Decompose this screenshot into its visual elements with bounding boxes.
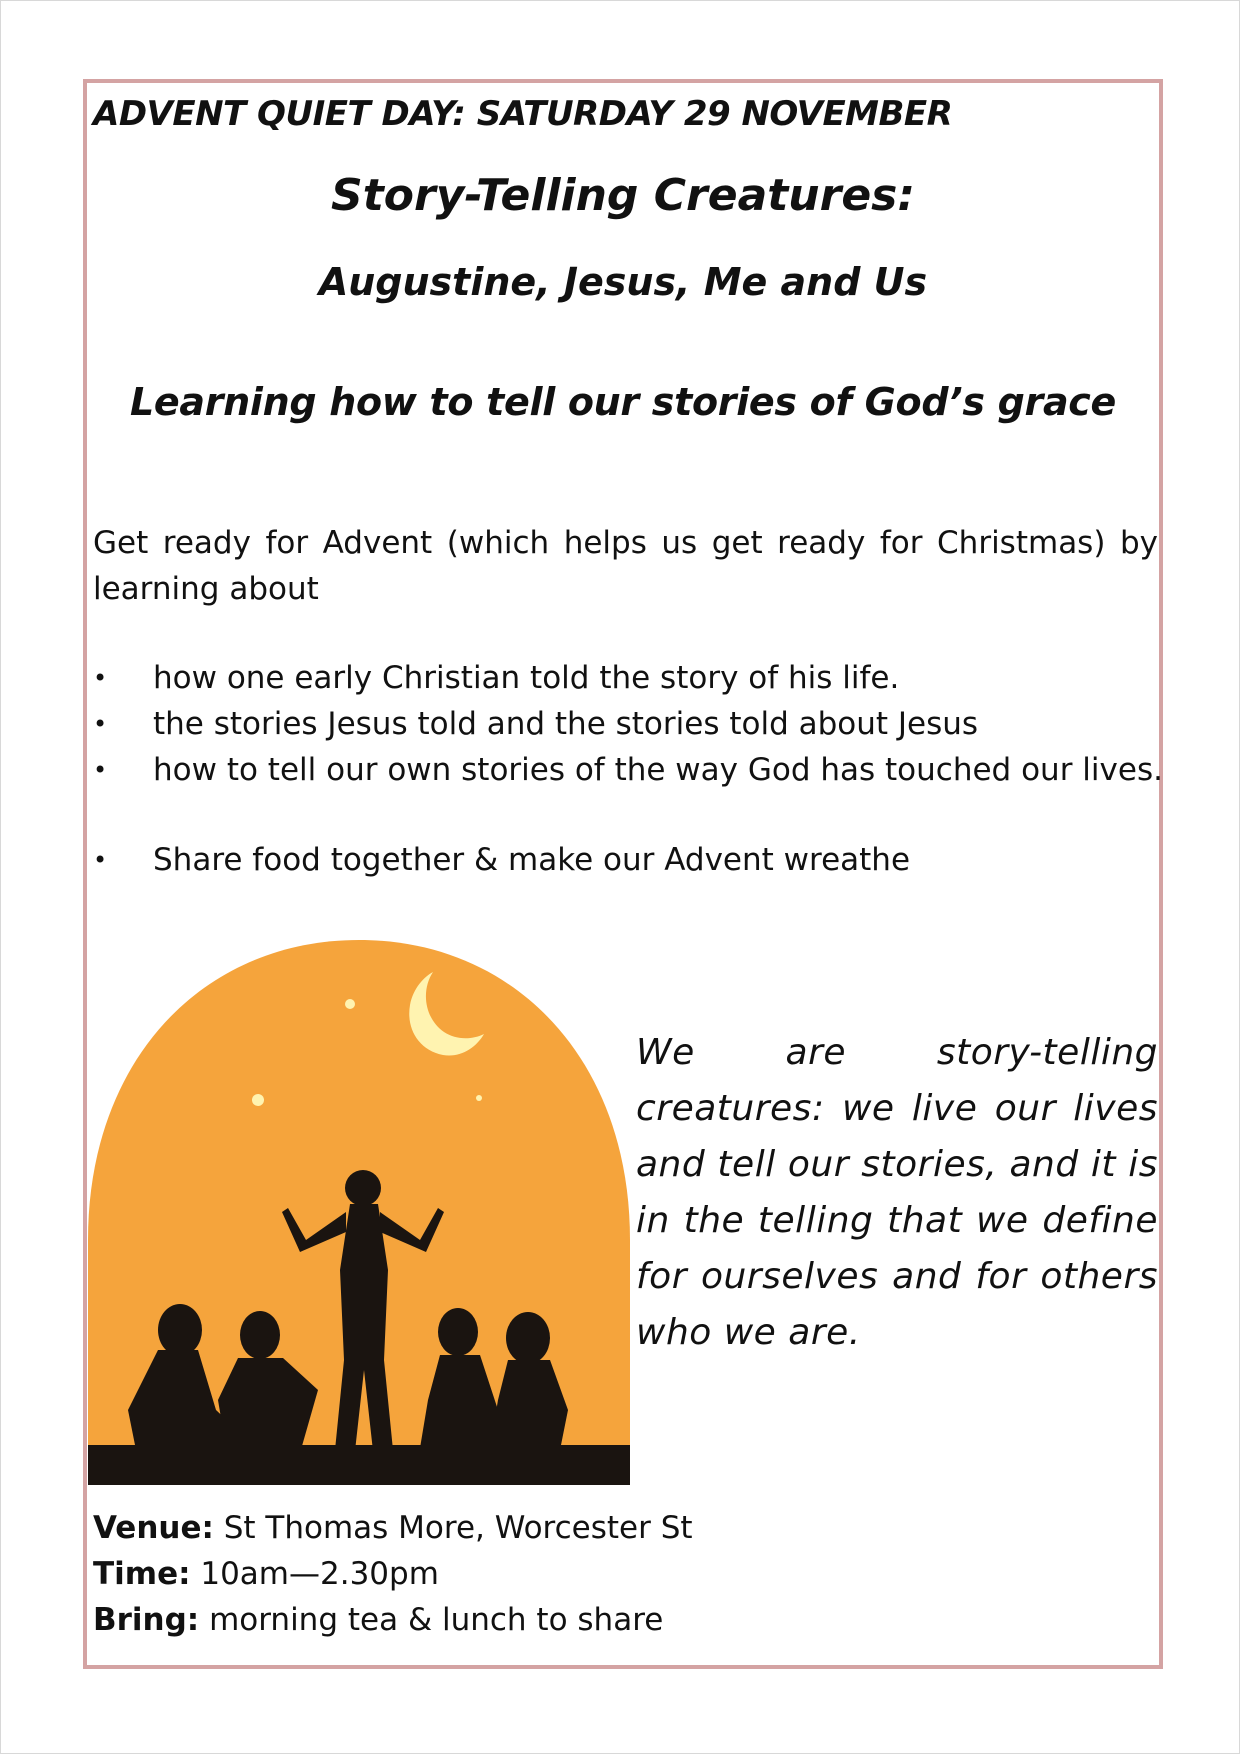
list-item — [93, 747, 1163, 793]
list-item-text: how to tell our own stories of the way God has touched our lives. — [153, 752, 1163, 788]
flyer-title: Story-Telling Creatures: — [331, 170, 915, 221]
bullet-icon: • — [93, 664, 108, 692]
activity-list — [93, 655, 1163, 883]
list-item — [93, 701, 1158, 747]
list-item — [93, 655, 1158, 701]
flyer-subtitle: Augustine, Jesus, Me and Us — [318, 260, 928, 304]
bullet-icon: • — [93, 846, 108, 874]
venue-value: St Thomas More, Worcester St — [223, 1510, 693, 1546]
bullet-icon: • — [93, 710, 108, 738]
event-date-heading: ADVENT QUIET DAY: SATURDAY 29 NOVEMBER — [93, 94, 953, 134]
venue-line — [93, 1505, 693, 1551]
bring-line — [93, 1597, 693, 1643]
list-item-text: the stories Jesus told and the stories told about Jesus — [153, 706, 979, 742]
list-item — [93, 837, 1158, 883]
quote-text: We are story-telling creatures: we live our lives and tell our stories, and it is in the telling that we define for ourselves and for others who we are. — [636, 1032, 1158, 1353]
venue-label: Venue: — [93, 1510, 214, 1546]
star-icon — [252, 1094, 264, 1106]
bring-label: Bring: — [93, 1602, 200, 1638]
time-line — [93, 1551, 693, 1597]
star-icon — [345, 999, 355, 1009]
bullet-icon: • — [93, 756, 108, 784]
star-icon — [476, 1095, 482, 1101]
time-label: Time: — [93, 1556, 191, 1592]
list-item-text: Share food together & make our Advent wreathe — [153, 842, 911, 878]
intro-paragraph: Get ready for Advent (which helps us get ready for Christmas) by learning about — [93, 525, 1158, 607]
flyer-tagline: Learning how to tell our stories of God’s grace — [130, 380, 1116, 424]
storyteller-silhouette-illustration — [88, 940, 630, 1485]
list-item-text: how one early Christian told the story of his life. — [153, 660, 900, 696]
event-details — [93, 1505, 693, 1643]
bring-value: morning tea & lunch to share — [209, 1602, 664, 1638]
time-value: 10am—2.30pm — [200, 1556, 439, 1592]
